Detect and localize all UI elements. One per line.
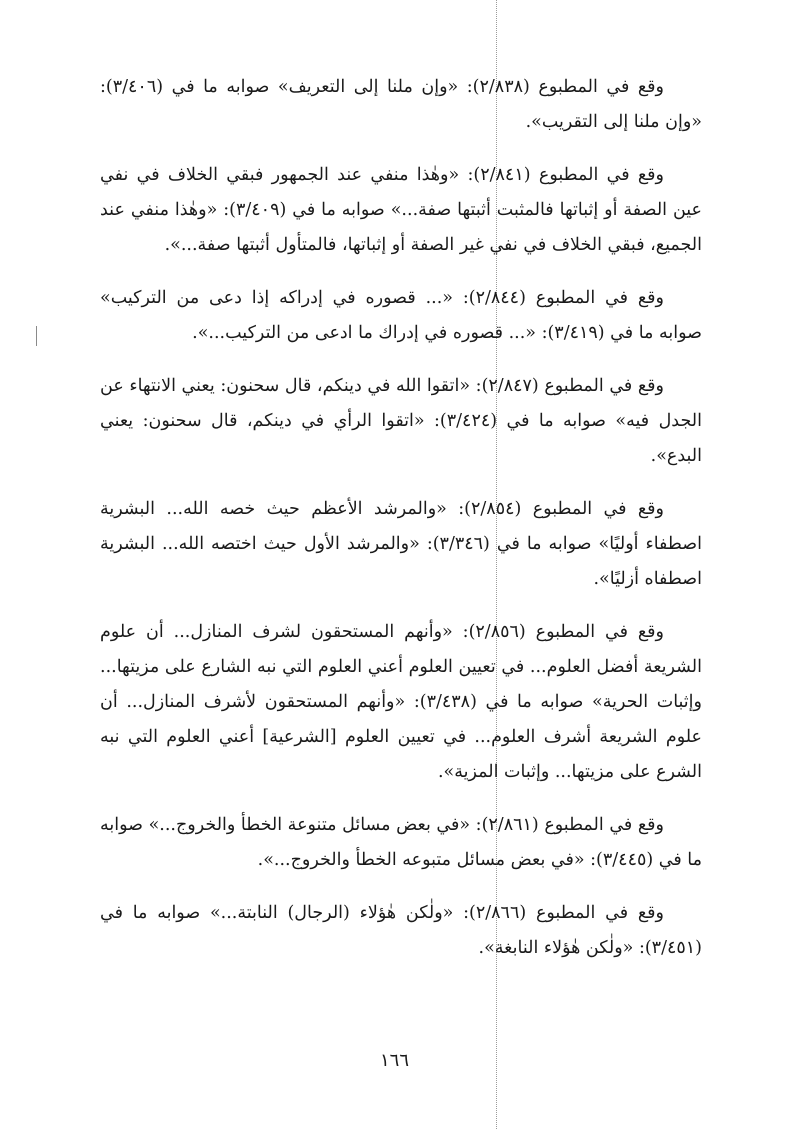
errata-text-block bbox=[100, 70, 702, 984]
errata-paragraph-4: وقع في المطبوع (٢/٨٤٧): «اتقوا الله في دينكم، قال سحنون: يعني الانتهاء عن الجدل فيه» صوابه ما في (٣/٤٢٤): «اتقوا الرأي في دينكم، قال سحنون: يعني البدع». bbox=[100, 376, 702, 466]
errata-paragraph-8: وقع في المطبوع (٢/٨٦٦): «ولٰكن هٰؤلاء (الرجال) النابتة...» صوابه ما في (٣/٤٥١): «ولٰكن هٰؤلاء النابغة». bbox=[100, 903, 702, 958]
errata-paragraph-6: وقع في المطبوع (٢/٨٥٦): «وأنهم المستحقون لشرف المنازل... أن علوم الشريعة أفضل العلوم... في تعيين العلوم أعني العلوم التي نبه الشارع على مزيتها... وإثبات الحرية» صوابه ما في (٣/٤٣٨): «وأنهم المستحقون لأشرف المنازل... أن علوم الشريعة أشرف العلوم... في تعيين العلوم [الشرعية] أعني العلوم التي نبه الشرع على مزيتها... وإثبات المزية». bbox=[100, 622, 702, 782]
errata-paragraph-1: وقع في المطبوع (٢/٨٣٨): «وإن ملنا إلى التعريف» صوابه ما في (٣/٤٠٦): «وإن ملنا إلى التقريب». bbox=[100, 77, 702, 132]
errata-paragraph-3: وقع في المطبوع (٢/٨٤٤): «... قصوره في إدراكه إذا دعى من التركيب» صوابه ما في (٣/٤١٩): «... قصوره في إدراك ما ادعى من التركيب...». bbox=[100, 288, 702, 343]
errata-paragraph-2: وقع في المطبوع (٢/٨٤١): «وهٰذا منفي عند الجمهور فبقي الخلاف في نفي عين الصفة أو إثباتها فالمثبت أثبتها صفة...» صوابه ما في (٣/٤٠٩): «وهٰذا منفي عند الجميع، فبقي الخلاف في نفي غير الصفة أو إثباتها، فالمتأول أثبتها صفة...». bbox=[100, 165, 703, 255]
errata-paragraph-5: وقع في المطبوع (٢/٨٥٤): «والمرشد الأعظم حيث خصه الله... البشرية اصطفاء أوليًا» صوابه ما في (٣/٣٤٦): «والمرشد الأول حيث اختصه الله... البشرية اصطفاه أزليًا». bbox=[100, 499, 702, 589]
errata-paragraph-7: وقع في المطبوع (٢/٨٦١): «في بعض مسائل متنوعة الخطأ والخروج...» صوابه ما في (٣/٤٤٥): «في بعض مسائل متبوعه الخطأ والخروج...». bbox=[100, 815, 702, 870]
margin-mark bbox=[36, 326, 37, 346]
page-number: ١٦٦ bbox=[379, 1050, 409, 1071]
